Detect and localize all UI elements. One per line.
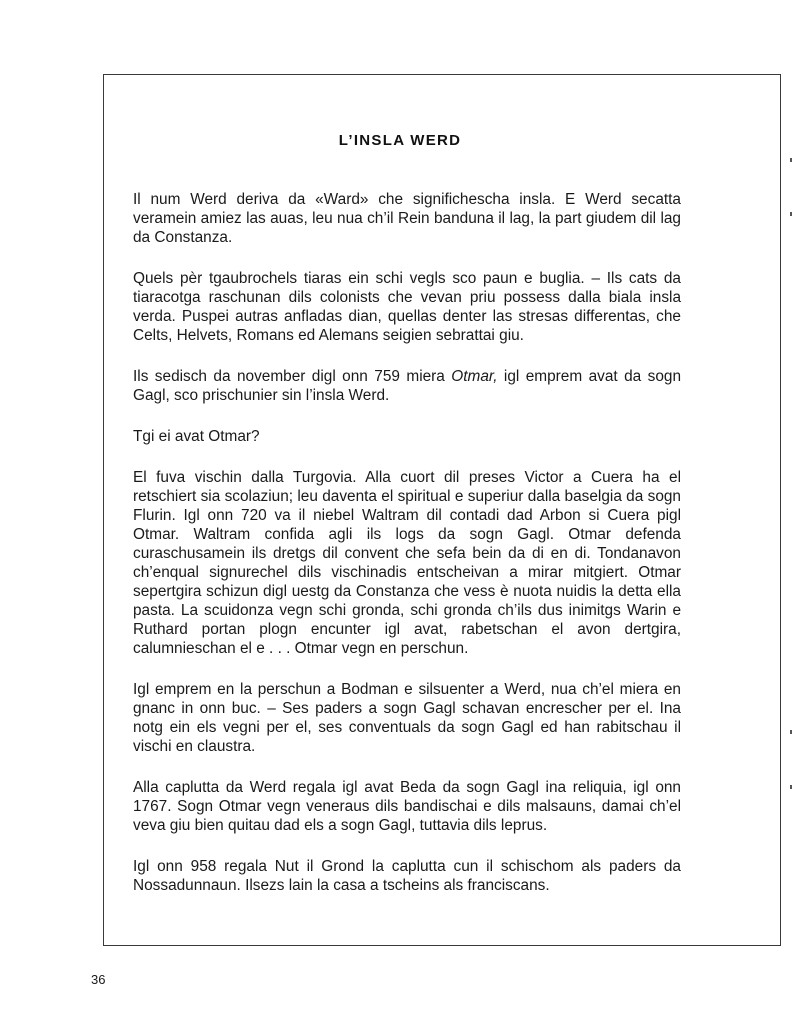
paragraph-6: Igl emprem en la perschun a Bodman e silsuenter a Werd, nua ch’el miera en gnanc in onn buc. – Ses paders a sogn Gagl schavan encrescher per el. Ina notg ein els vegni per el, ses conventuals da sogn Gagl ed han rabitschau il vischi en claustra. <box>133 681 681 755</box>
page-title: L’INSLA WERD <box>338 132 462 149</box>
paragraph-3 <box>133 367 681 405</box>
paragraph-3-end: igl emprem avat da sogn Gagl, sco prischunier sin l’insla Werd. <box>133 368 682 404</box>
paragraph-2: Quels pèr tgaubrochels tiaras ein schi vegls sco paun e buglia. – Ils cats da tiaracotga raschunan dils colonists che vevan priu possess dalla biala insla verda. Puspei autras anfladas dian, quellas denter las stresas differentas, che Celts, Helvets, Romans ed Alemans seigien sebrattai giu. <box>133 270 681 344</box>
paragraph-3-italic-name: Otmar, <box>451 368 498 385</box>
scan-speck <box>790 730 792 734</box>
scan-speck <box>790 212 792 216</box>
paragraph-1: Il num Werd deriva da «Ward» che significhescha insla. E Werd secatta veramein amiez las auas, leu nua ch’il Rein banduna il lag, la part giudem dil lag da Constanza. <box>133 191 681 246</box>
body-text <box>133 190 681 917</box>
page-number: 36 <box>91 972 106 987</box>
paragraph-8: Igl onn 958 regala Nut il Grond la caplutta cun il schischom als paders da Nossadunnaun. Ilsezs lain la casa a tscheins als franciscans. <box>133 858 681 894</box>
paragraph-7: Alla caplutta da Werd regala igl avat Beda da sogn Gagl ina reliquia, igl onn 1767. Sogn Otmar vegn veneraus dils bandischai e dils malsauns, damai ch’el veva giu bien quitau dad els a sogn Gagl, tuttavia dils leprus. <box>133 779 681 834</box>
paragraph-4: Tgi ei avat Otmar? <box>133 428 260 445</box>
scan-speck <box>790 785 792 789</box>
scan-speck <box>790 158 792 162</box>
paragraph-5: El fuva vischin dalla Turgovia. Alla cuort dil preses Victor a Cuera ha el retschiert sia scolaziun; leu daventa el spiritual e superiur dalla baselgia da sogn Flurin. Igl onn 720 va il niebel Waltram dil contadi dad Arbon si Cuera pigl Otmar. Waltram confida agli ils logs da sogn Gagl. Otmar defenda curaschusamein ils dretgs dil convent che sefa bein da di en di. Tondanavon ch’enqual signurechel dils vischinadis entscheivan a mirar mitgiert. Otmar sepertgira schizun digl uestg da Constanza che vess è nuota nuidis la detta ella pasta. La scuidonza vegn schi gronda, schi gronda ch’ils dus inimitgs Warin e Ruthard portan plogn encunter igl avat, rabetschan el avon dertgira, calumnieschan el e . . . Otmar vegn en perschun. <box>133 469 681 657</box>
paragraph-3-start: Ils sedisch da november digl onn 759 miera <box>133 368 452 385</box>
